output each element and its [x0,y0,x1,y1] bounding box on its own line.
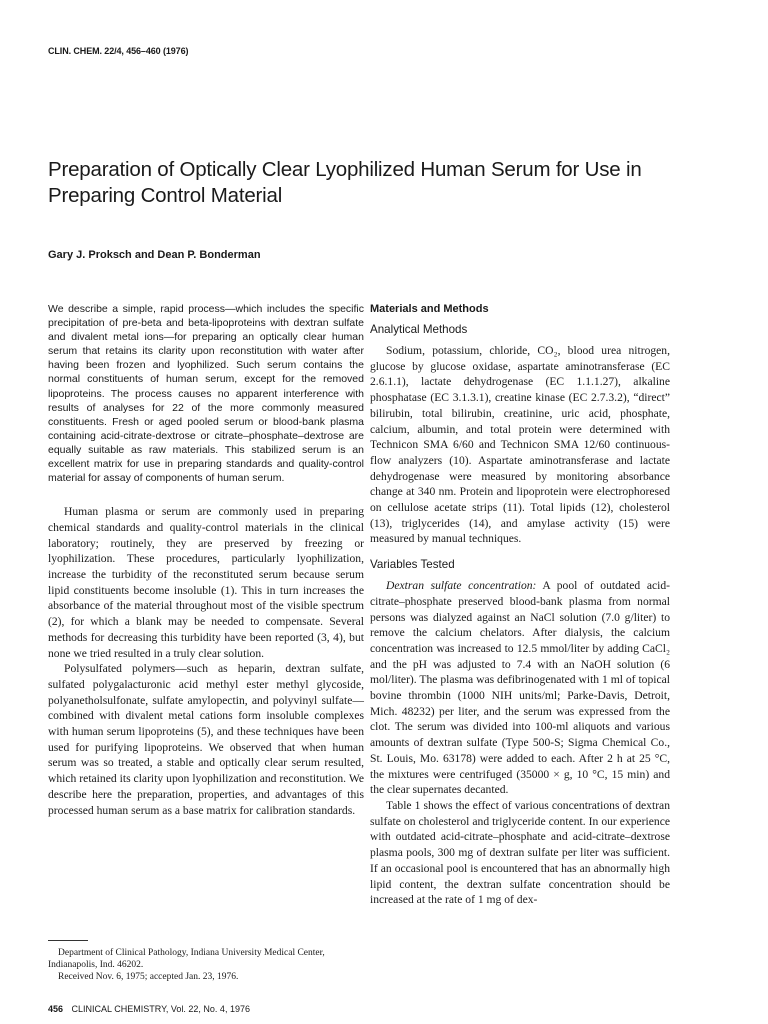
left-column [48,302,364,818]
footnote-received: Received Nov. 6, 1975; accepted Jan. 23, 1976. [58,972,239,982]
analytical-methods-paragraph: Sodium, potassium, chloride, CO₂, blood urea nitrogen, glucose by glucose oxidase, aspartate aminotransferase (EC 2.6.1.1), lactate dehydrogenase (EC 1.1.1.27), alkaline phosphatase (EC 3.1.3.1), creatine kinase (EC 2.7.3.2), “direct” bilirubin, total bilirubin, creatinine, uric acid, phosphate, calcium, albumin, and total protein were determined with Technicon SMA 6/60 and Technicon SMA 12/60 continuous-flow analyzers (10). Aspartate aminotransferase and lactate dehydrogenase were measured by monitoring absorbance change at 340 nm. Protein and lipoprotein were electrophoresed on cellulose acetate strips (11). Total lipids (12), cholesterol (13), triglycerides (14), and amylase activity (15) were measured by manual techniques. [370,344,670,546]
footnote-divider [48,940,88,941]
materials-methods-heading: Materials and Methods [370,303,489,315]
article-authors: Gary J. Proksch and Dean P. Bonderman [48,249,261,261]
page-footer [48,1004,250,1014]
abstract: We describe a simple, rapid process—which includes the specific precipitation of pre-beta and beta-lipoproteins with dextran sulfate and divalent metal ions—for preparing an optically clear human serum that retains its clarity upon reconstitution with water after having been frozen and lyophilized. Such serum contains the normal constituents of human serum, except for the removed lipoproteins. The process causes no apparent interference with results of analyses for 22 of the more commonly measured constituents. Fresh or aged pooled serum or blood-bank plasma containing acid-citrate-dextrose or citrate–phosphate–dextrose are equally suitable as raw materials. This stabilized serum is an excellent matrix for use in preparing standards and quality-control material for assay of components of human serum. [48,303,364,485]
footnote-affiliation: Department of Clinical Pathology, Indiana University Medical Center, Indianapolis, Ind. 46202. [48,948,325,970]
analytical-methods-heading: Analytical Methods [370,323,468,336]
intro-paragraph-2: Polysulfated polymers—such as heparin, dextran sulfate, sulfated polygalacturonic acid methyl ester methyl glycoside, polyanetholsulfonate, sulfate amylopectin, and polyvinyl sulfate—combined with divalent metal cations form insoluble complexes with human serum lipoproteins (5), and these techniques have been used for purifying lipoproteins. We observed that when human serum was so treated, a stable and optically clear serum resulted, which retained its clarity upon lyophilization and reconstitution. We describe here the preparation, properties, and advantages of this processed human serum as a base matrix for calibration standards. [48,662,364,817]
article-title: Preparation of Optically Clear Lyophilized Human Serum for Use in Preparing Control Material [48,158,642,207]
journal-citation: CLIN. CHEM. 22/4, 456–460 (1976) [48,46,189,56]
dextran-label: Dextran sulfate concentration: [386,579,537,593]
page-number: 456 [48,1004,64,1014]
right-column [370,302,670,908]
table1-paragraph: Table 1 shows the effect of various concentrations of dextran sulfate on cholesterol and triglyceride content. In our experience with outdated acid-citrate–phosphate and acid-citrate–dextrose plasma pools, 300 mg of dextran sulfate per liter was sufficient. If an occasional pool is encountered that has an abnormally high lipid content, the dextran sulfate concentration should be increased at the rate of 1 mg of dex- [370,798,670,907]
intro-paragraph-1: Human plasma or serum are commonly used in preparing chemical standards and quality-control materials in the clinical laboratory; routinely, they are preserved by freezing or lyophilization. These procedures, particularly lyophilization, increase the turbidity of the reconstituted serum because serum lipid constituents become insoluble (1). This in turn increases the absorbance of the material throughout most of the visible spectrum (2), for which a blank may be needed to compensate. Several methods for decreasing this turbidity have been reported (3, 4), but none we tried resulted in a truly clear solution. [48,505,364,660]
dextran-text: A pool of outdated acid-citrate–phosphate preserved blood-bank plasma from normal persons was dialyzed against an NaCl solution (7.0 g/liter) to remove the calcium chelators. After dialysis, the calcium concentration was increased to 12.5 mmol/liter by adding CaCl₂ and the pH was adjusted to 7.4 with an NaOH solution (6 mol/liter). The plasma was defibrinogenated with 1 ml of topical bovine thrombin (1000 NIH units/ml; Parke-Davis, Detroit, Mich. 48232) per liter, and the serum was expressed from the clot. The serum was divided into 100-ml aliquots and various amounts of dextran sulfate (Type 500-S; Sigma Chemical Co., St. Louis, Mo. 63178) were added to each. After 2 h at 25 °C, the mixtures were centrifuged (35000 × g, 10 °C, 15 min) and the clear supernates decanted. [370,579,670,797]
footnote [48,947,364,983]
variables-tested-heading: Variables Tested [370,558,455,572]
footer-journal: CLINICAL CHEMISTRY, Vol. 22, No. 4, 1976 [71,1004,250,1014]
dextran-paragraph [370,578,670,798]
